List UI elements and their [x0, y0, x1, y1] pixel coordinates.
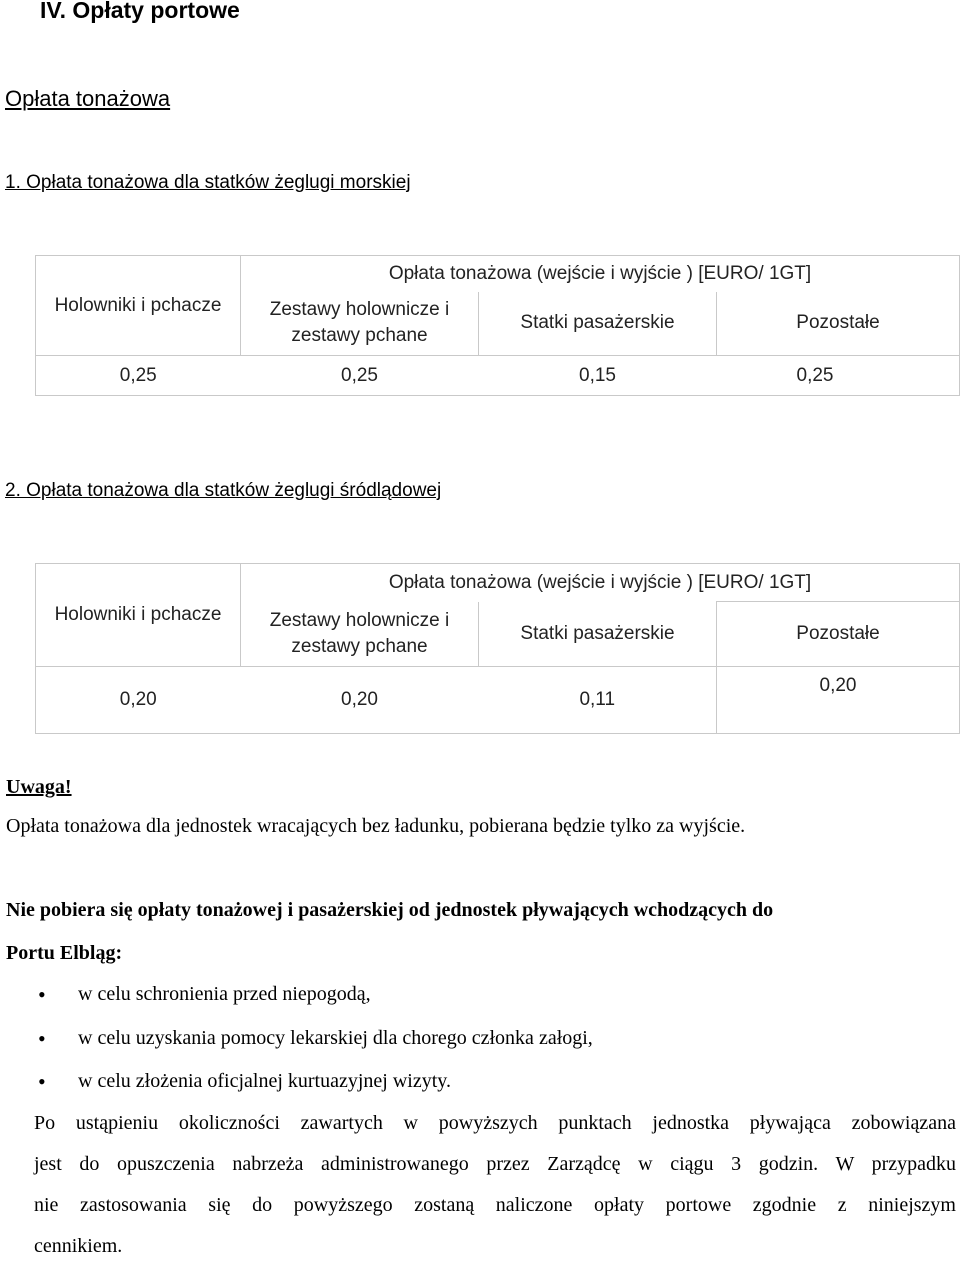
- note-heading: Uwaga!: [6, 776, 72, 798]
- bullet-item: w celu złożenia oficjalnej kurtuazyjnej wizyty.: [78, 1070, 451, 1092]
- paragraph-line: nie zastosowania się do powyższego zostaną naliczone opłaty portowe zgodnie z niniejszym: [34, 1194, 956, 1216]
- header-cell-main: Opłata tonażowa (wejście i wyjście ) [EURO/ 1GT]: [241, 256, 960, 292]
- section-title-1: 1. Opłata tonażowa dla statków żeglugi morskiej: [5, 172, 411, 193]
- header-cell-main: Opłata tonażowa (wejście i wyjście ) [EURO/ 1GT]: [241, 564, 960, 602]
- header-cell-passenger: Statki pasażerskie: [479, 292, 717, 356]
- header-cell-tow-sets: Zestawy holownicze i zestawy pchane: [241, 602, 479, 667]
- paragraph-line: jest do opuszczenia nabrzeża administrowanego przez Zarządcę w ciągu 3 godzin. W przypadku: [34, 1153, 956, 1175]
- bullet-icon: •: [38, 1026, 46, 1051]
- value-cell-passenger: 0,11: [479, 667, 717, 734]
- bullet-icon: •: [38, 982, 46, 1007]
- tonnage-table-inland: [35, 563, 960, 734]
- value-cell-tow-sets: 0,20: [241, 667, 479, 734]
- final-paragraph: [34, 1103, 956, 1267]
- bullet-item: w celu schronienia przed niepogodą,: [78, 983, 371, 1005]
- value-cell-passenger: 0,15: [479, 356, 717, 396]
- subheading: Opłata tonażowa: [5, 86, 171, 111]
- value-cell-other: 0,25: [717, 356, 960, 396]
- note-text: Opłata tonażowa dla jednostek wracających bez ładunku, pobierana będzie tylko za wyjście.: [6, 815, 746, 837]
- value-cell-tow-sets: 0,25: [241, 356, 479, 396]
- exemption-line-1: Nie pobiera się opłaty tonażowej i pasażerskiej od jednostek pływających wchodzących do: [6, 899, 774, 921]
- header-cell-passenger: Statki pasażerskie: [479, 602, 717, 667]
- exemption-line-2: Portu Elbląg:: [6, 942, 123, 964]
- bullet-item: w celu uzyskania pomocy lekarskiej dla chorego członka załogi,: [78, 1027, 593, 1049]
- page-heading: IV. Opłaty portowe: [40, 0, 240, 23]
- tonnage-table-sea: [35, 255, 960, 396]
- section-title-2: 2. Opłata tonażowa dla statków żeglugi śródlądowej: [5, 480, 442, 501]
- header-cell-other: Pozostałe: [717, 292, 960, 356]
- header-cell-tugs: Holowniki i pchacze: [36, 256, 241, 356]
- header-cell-tow-sets: Zestawy holownicze i zestawy pchane: [241, 292, 479, 356]
- paragraph-line: Po ustąpieniu okoliczności zawartych w powyższych punktach jednostka pływająca zobowiązana: [34, 1112, 956, 1134]
- bullet-icon: •: [38, 1069, 46, 1094]
- header-cell-other: Pozostałe: [717, 602, 960, 667]
- value-cell-tugs: 0,20: [36, 667, 241, 734]
- paragraph-line: cennikiem.: [34, 1235, 123, 1257]
- header-cell-tugs: Holowniki i pchacze: [36, 564, 241, 667]
- value-cell-other: 0,20: [717, 667, 960, 734]
- value-cell-tugs: 0,25: [36, 356, 241, 396]
